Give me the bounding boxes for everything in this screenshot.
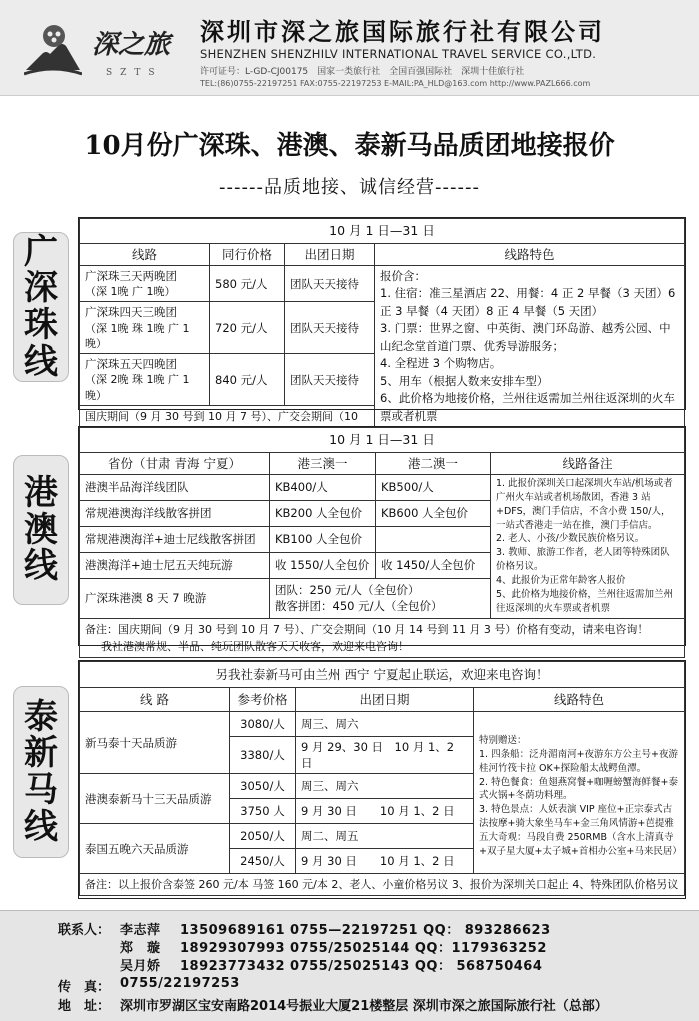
side-char: 泰 — [24, 696, 58, 737]
route-price: 3750 人 — [230, 799, 296, 824]
side-label-gangao — [13, 455, 69, 605]
route-name: 广深珠四天三晚团 — [85, 305, 177, 320]
route-name: 广深珠港澳 8 天 7 晚游 — [80, 579, 270, 619]
col-header: 参考价格 — [230, 688, 296, 712]
route-name: 港澳海洋+迪士尼五天纯玩游 — [80, 553, 270, 579]
note-row — [80, 618, 685, 657]
logo-text: 深之旅 — [92, 30, 171, 60]
gangao-table — [79, 427, 685, 658]
col-header: 省份（甘肃 青海 宁夏） — [80, 452, 270, 475]
table-row — [80, 475, 685, 501]
route-name: 广深珠五天四晚团 — [85, 357, 177, 372]
side-label-guangshenzhu — [13, 232, 69, 382]
side-char: 新 — [24, 733, 58, 774]
route-name: 港澳半品海洋线团队 — [80, 475, 270, 501]
company-name-en: SHENZHEN SHENZHILV INTERNATIONAL TRAVEL SERVICE CO.,LTD. — [200, 47, 597, 61]
footer-contacts — [0, 910, 699, 1021]
contact-name: 李志萍 — [120, 923, 161, 938]
route-price: KB100 人全包价 — [270, 527, 376, 553]
contact-line: TEL:(86)0755-22197251 FAX:0755-22197253 E-MAIL:PA_HLD@163.com http://www.PAZL666.com — [200, 79, 591, 88]
feature-line: 1. 住宿：准三星酒店 22、用餐：4 正 2 早餐（3 天团）6 正 3 早餐（4 天团）8 正 4 早餐（5 天团） — [380, 286, 676, 318]
side-char: 线 — [24, 806, 58, 847]
col-header: 出团日期 — [285, 243, 375, 266]
route-price: 收 1450/人全包价 — [376, 553, 491, 579]
col-header: 线路备注 — [491, 452, 685, 475]
route-price: 580 元/人 — [210, 266, 285, 302]
route-price: 2450/人 — [230, 849, 296, 874]
page-title: 10月份广深珠、港澳、泰新马品质团地接报价 — [84, 131, 615, 161]
contact-phone: 18929307993 0755/25025144 QQ：1179363252 — [180, 941, 547, 956]
remark-line: 5、此价格为地接价格，兰州往返需加兰州往返深圳的火车票或者机票 — [496, 588, 674, 614]
route-date: 团队天天接待 — [285, 354, 375, 406]
table-row — [80, 712, 685, 737]
col-header: 出团日期 — [296, 688, 474, 712]
table-caption: 另我社泰新马可由兰州 西宁 宁夏起止联运，欢迎来电咨询！ — [80, 662, 685, 688]
side-label-taixinma — [13, 686, 69, 858]
route-name: 广深珠三天两晚团 — [85, 269, 177, 283]
route-price: 2050/人 — [230, 824, 296, 849]
remark-line: 1. 此报价深圳关口起深圳火车站/机场或者广州火车站或者机场散团，香港 3 站+DFS，澳门手信店，不含小费 150/人，一站式香港走一站在推，澳门手信店。 — [496, 478, 673, 531]
feature-line: 5、用车（根据人数来安排车型） — [380, 373, 549, 388]
feature-line: 报价含： — [380, 269, 426, 283]
route-features — [474, 712, 685, 874]
feature-line: 特别赠送： — [479, 735, 527, 746]
route-price: 团队：250 元/人（全包价） — [275, 583, 420, 598]
side-char: 线 — [24, 341, 58, 382]
table-caption: 10 月 1 日—31 日 — [80, 219, 685, 244]
table-caption: 10 月 1 日—31 日 — [80, 428, 685, 453]
side-char: 港 — [24, 472, 58, 513]
header-banner — [0, 0, 699, 96]
route-name: 新马泰十天品质游 — [80, 712, 230, 774]
route-name: 常规港澳海洋线散客拼团 — [80, 501, 270, 527]
license-line: 许可证号：L-GD-CJ00175 国家一类旅行社 全国百强国际社 深圳十佳旅行社 — [200, 67, 525, 77]
route-name: 常规港澳海洋+迪士尼线散客拼团 — [80, 527, 270, 553]
route-date: 周三、周六 — [296, 712, 474, 737]
col-header: 线路特色 — [474, 688, 685, 712]
remark-line: 3. 教师、旅游工作者，老人团等特殊团队价格另议。 — [496, 547, 670, 573]
note-row — [80, 874, 685, 896]
route-date: 团队天天接待 — [285, 302, 375, 354]
feature-line: 6、此价格为地接价格，兰州往返需加兰州往返深圳的火车票或者机票 — [380, 391, 675, 423]
feature-line: 4. 全程进 3 个购物店。 — [380, 356, 502, 371]
section-guangshenzhu — [78, 217, 686, 424]
side-char: 广 — [24, 231, 58, 272]
route-date: 9 月 30 日 10 月 1、2 日 — [296, 849, 474, 874]
remark-line: 4、此报价为正常年龄客人报价 — [496, 575, 626, 587]
route-price — [376, 527, 491, 553]
route-date: 周三、周六 — [296, 774, 474, 799]
note-text: 我社港澳常规、半品、纯玩团队散客天天收客，欢迎来电咨询！ — [101, 639, 409, 653]
route-name: 泰国五晚六天品质游 — [80, 824, 230, 874]
route-price: KB500/人 — [376, 475, 491, 501]
route-date: 9 月 29、30 日 10 月 1、2 日 — [296, 737, 474, 774]
table-row — [80, 266, 685, 302]
side-char: 马 — [24, 770, 58, 810]
route-price: KB200 人全包价 — [270, 501, 376, 527]
feature-line: 3. 特色景点：人妖表演 VIP 座位+正宗泰式古法按摩+骑大象坐马车+金三角风情游+芭提雅五大奇观：马段自费 250RMB（含水上清真寺+双子星大厦+太子城+首相办公室+马来民居） — [479, 804, 682, 857]
contact-phone: 13509689161 0755—22197251 QQ： 893286623 — [180, 923, 551, 938]
contact-label: 联系人： — [58, 923, 111, 938]
fax-label: 传 真： — [58, 980, 111, 995]
route-sub: （深 2晚 珠 1晚 广 1晚） — [85, 373, 190, 402]
feature-line: 1. 四条船：泛舟湄南河+夜游东方公主号+夜游桂河竹筏卡拉 OK+探险船太战鳄鱼潭。 — [479, 748, 679, 774]
note-text: 国庆期间（9 月 30 号到 10 月 7 号）、广交会期间（10 — [85, 410, 358, 424]
page-subtitle: ------品质地接、诚信经营------ — [219, 177, 480, 198]
col-header: 线路特色 — [375, 243, 685, 266]
col-header: 线 路 — [80, 688, 230, 712]
col-header: 同行价格 — [210, 243, 285, 266]
logo-mountain-icon — [24, 20, 82, 78]
route-sub: （深 1晚 广 1晚） — [85, 285, 176, 299]
route-date: 9 月 30 日 10 月 1、2 日 — [296, 799, 474, 824]
col-header: 线路 — [80, 243, 210, 266]
route-price: 散客拼团：450 元/人（全包价） — [275, 599, 443, 614]
side-char: 深 — [24, 268, 58, 309]
contact-phone: 18923773432 0755/25025143 QQ： 568750464 — [180, 959, 543, 974]
route-price: KB600 人全包价 — [376, 501, 491, 527]
section-taixinma — [78, 660, 686, 899]
route-sub: （深 1晚 珠 1晚 广 1晚） — [85, 321, 190, 350]
contact-name: 郑 璇 — [120, 941, 161, 956]
section-gangao — [78, 426, 686, 653]
route-price: 840 元/人 — [210, 354, 285, 406]
side-char: 线 — [24, 546, 58, 587]
feature-line: 3. 门票：世界之窗、中英街、澳门环岛游、越秀公园、中山纪念堂首道门票、优秀导游服务； — [380, 321, 671, 353]
company-name-cn: 深圳市深之旅国际旅行社有限公司 — [200, 18, 605, 46]
side-char: 珠 — [24, 305, 58, 345]
route-date: 团队天天接待 — [285, 266, 375, 302]
route-date: 周二、周五 — [296, 824, 474, 849]
contact-name: 吴月娇 — [120, 959, 161, 974]
address-label: 地 址： — [58, 999, 111, 1014]
fax-number: 0755/22197253 — [120, 976, 240, 991]
route-remarks — [491, 475, 685, 619]
feature-line: 2. 特色餐食：鱼翅燕窝餐+咖喱螃蟹海鲜餐+泰式火锅+冬荫功料理。 — [479, 776, 679, 802]
route-price: 720 元/人 — [210, 302, 285, 354]
note-text: 备注：以上报价含泰签 260 元/本 马签 160 元/本 2、老人、小童价格另议 3、报价为深圳关口起止 4、特殊团队价格另议 — [80, 874, 685, 896]
col-header: 港二澳一 — [376, 452, 491, 475]
remark-line: 2. 老人、小孩/少数民族价格另议。 — [496, 533, 645, 545]
route-name: 港澳泰新马十三天品质游 — [80, 774, 230, 824]
taixinma-table — [79, 661, 685, 896]
route-price: 3050/人 — [230, 774, 296, 799]
company-logo — [18, 8, 186, 88]
side-char: 澳 — [24, 509, 58, 550]
route-price: 3080/人 — [230, 712, 296, 737]
note-text: 备注：国庆期间（9 月 30 号到 10 月 7 号）、广交会期间（10 月 14 号到 11 月 3 号）价格有变动，请来电咨询！ — [85, 622, 649, 636]
col-header: 港三澳一 — [270, 452, 376, 475]
logo-abbreviation: SZTS — [106, 68, 163, 78]
route-price: KB400/人 — [270, 475, 376, 501]
address-text: 深圳市罗湖区宝安南路2014号振业大厦21楼整层 深圳市深之旅国际旅行社（总部） — [120, 999, 608, 1014]
route-price: 3380/人 — [230, 737, 296, 774]
route-price: 收 1550/人全包价 — [270, 553, 376, 579]
